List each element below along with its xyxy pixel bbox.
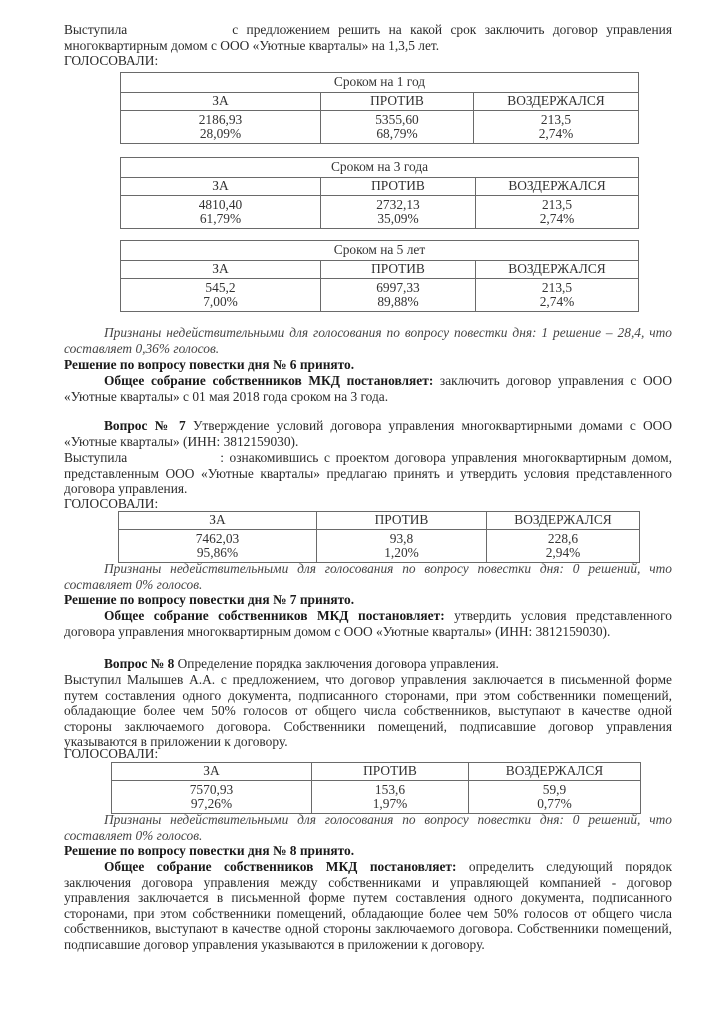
cell-for: 7462,03 95,86%	[119, 530, 317, 563]
q7-speech-text: : ознакомившись с проектом договора управления многоквартирным домом, представленным ООО «Уютные кварталы» предлагаю принять и утвердить условия представленного договора управления.	[64, 450, 672, 497]
header-abstain: ВОЗДЕРЖАЛСЯ	[476, 261, 639, 279]
q8-title-lead: Вопрос № 8	[104, 656, 175, 671]
resolution-lead: Общее собрание собственников МКД постановляет:	[104, 608, 445, 623]
header-against: ПРОТИВ	[312, 763, 469, 781]
header-for: ЗА	[121, 178, 321, 196]
q6-intro	[64, 22, 672, 53]
cell-abstain: 213,5 2,74%	[474, 111, 639, 144]
header-against: ПРОТИВ	[317, 512, 487, 530]
q8-invalid-note: Признаны недействительными для голосования по вопросу повестки дня: 0 решений, что составляет 0% голосов.	[64, 812, 672, 843]
q7-title-text: Утверждение условий договора управления многоквартирными домами с ООО «Уютные кварталы» (ИНН: 3812159030).	[64, 418, 673, 449]
header-for: ЗА	[121, 93, 321, 111]
q8-speech: Выступил Малышев А.А. с предложением, что договор управления заключается в письменной форме путем составления одного документа, подписанного сторонами, при этом собственники помещений, обладающие более чем 50% голосов от общего числа собственников, выступают в качестве одной стороны заключаемого договора. Собственники помещений, подписавшие договор управления указываются в приложении к договору.	[64, 672, 672, 750]
table-caption: Сроком на 3 года	[121, 158, 639, 178]
cell-against: 153,6 1,97%	[312, 781, 469, 814]
q8-vote-table	[111, 762, 641, 814]
q6-vote-table-5years	[120, 240, 639, 312]
q8-title	[64, 656, 672, 672]
q8-title-text: Определение порядка заключения договора управления.	[174, 656, 499, 671]
header-abstain: ВОЗДЕРЖАЛСЯ	[474, 93, 639, 111]
resolution-text: утвердить условия представленного договора управления многоквартирным домом с ООО «Уютные кварталы» (ИНН: 3812159030).	[64, 608, 672, 639]
q7-voted-label: ГОЛОСОВАЛИ:	[64, 496, 159, 511]
q6-invalid-note: Признаны недействительными для голосования по вопросу повестки дня: 1 решение – 28,4, что составляет 0,36% голосов.	[64, 325, 672, 356]
q7-vote-table	[118, 511, 640, 563]
cell-abstain: 213,5 2,74%	[476, 196, 639, 229]
q6-intro-text: с предложением решить на какой срок заключить договор управления многоквартирным домом с ООО «Уютные кварталы» на 1,3,5 лет.	[64, 22, 672, 53]
header-against: ПРОТИВ	[321, 261, 476, 279]
q7-decision: Решение по вопросу повестки дня № 7 принято.	[64, 592, 355, 607]
header-against: ПРОТИВ	[321, 93, 474, 111]
cell-against: 93,8 1,20%	[317, 530, 487, 563]
resolution-lead: Общее собрание собственников МКД постановляет:	[104, 859, 457, 874]
table-caption: Сроком на 5 лет	[121, 241, 639, 261]
cell-for: 4810,40 61,79%	[121, 196, 321, 229]
q6-speaker: Выступила	[64, 22, 128, 37]
cell-against: 2732,13 35,09%	[321, 196, 476, 229]
header-for: ЗА	[112, 763, 312, 781]
q7-resolution	[64, 608, 672, 639]
q7-speaker: Выступила	[64, 450, 128, 465]
cell-for: 7570,93 97,26%	[112, 781, 312, 814]
q8-resolution	[64, 859, 672, 953]
cell-for: 2186,93 28,09%	[121, 111, 321, 144]
q6-voted-label: ГОЛОСОВАЛИ:	[64, 53, 159, 68]
q7-title	[64, 418, 672, 449]
resolution-text: заключить договор управления с ООО «Уютные кварталы» с 01 мая 2018 года сроком на 3 года.	[64, 373, 672, 404]
header-abstain: ВОЗДЕРЖАЛСЯ	[469, 763, 641, 781]
table-caption: Сроком на 1 год	[121, 73, 639, 93]
q7-invalid-note: Признаны недействительными для голосования по вопросу повестки дня: 0 решений, что составляет 0% голосов.	[64, 561, 672, 592]
q7-title-lead: Вопрос № 7	[104, 418, 186, 433]
cell-against: 5355,60 68,79%	[321, 111, 474, 144]
q7-speech	[64, 450, 672, 497]
cell-abstain: 59,9 0,77%	[469, 781, 641, 814]
cell-for: 545,2 7,00%	[121, 279, 321, 312]
resolution-text: определить следующий порядок заключения договора управления между собственниками и управляющей компанией - договор управления заключается в письменной форме путем составления одного документа, подписанного сторонами, при этом собственники помещений, обладающие более чем 50% голосов от общего числа собственников, выступают в качестве одной стороны заключаемого договора. Собственники помещений, подписавшие договор управления указываются в приложении к договору.	[64, 859, 672, 952]
header-for: ЗА	[121, 261, 321, 279]
resolution-lead: Общее собрание собственников МКД постановляет:	[104, 373, 434, 388]
q6-vote-table-3years	[120, 157, 639, 229]
cell-abstain: 228,6 2,94%	[487, 530, 640, 563]
cell-against: 6997,33 89,88%	[321, 279, 476, 312]
header-against: ПРОТИВ	[321, 178, 476, 196]
header-for: ЗА	[119, 512, 317, 530]
cell-abstain: 213,5 2,74%	[476, 279, 639, 312]
q8-voted-label: ГОЛОСОВАЛИ:	[64, 746, 159, 761]
q6-resolution	[64, 373, 672, 404]
header-abstain: ВОЗДЕРЖАЛСЯ	[487, 512, 640, 530]
q6-decision: Решение по вопросу повестки дня № 6 принято.	[64, 357, 355, 372]
q6-vote-table-1year	[120, 72, 639, 144]
header-abstain: ВОЗДЕРЖАЛСЯ	[476, 178, 639, 196]
q8-decision: Решение по вопросу повестки дня № 8 принято.	[64, 843, 355, 858]
